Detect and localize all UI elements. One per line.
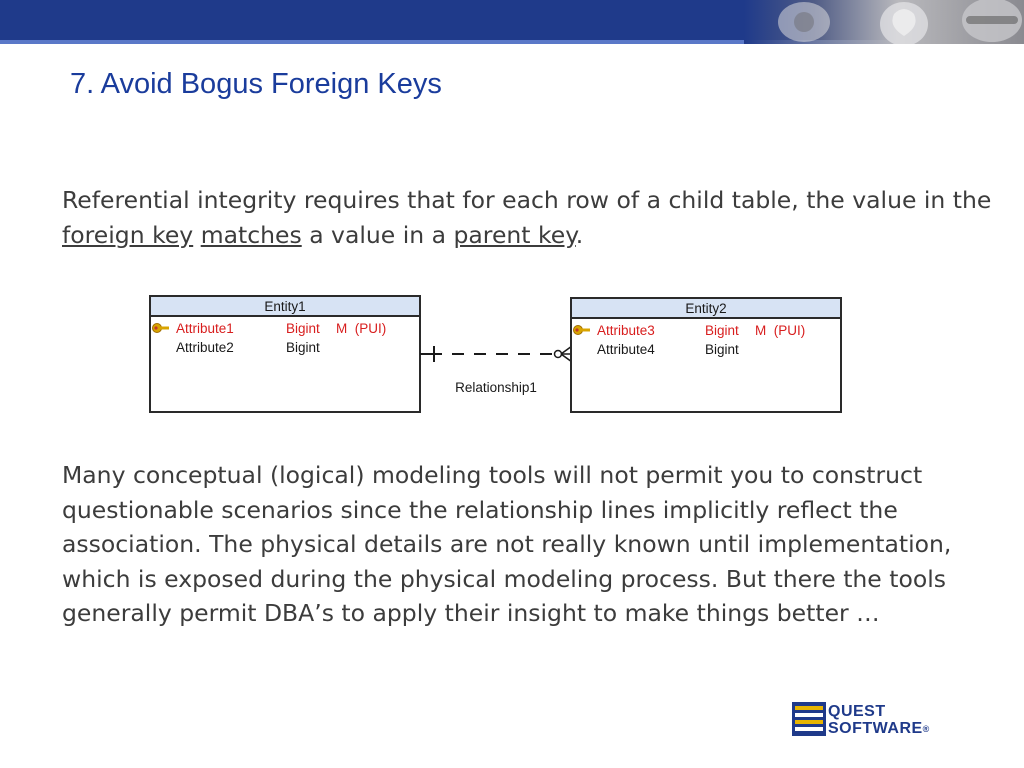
intro-text-d: . <box>575 220 584 249</box>
logo-line1: QUEST <box>828 703 886 720</box>
logo-registered-mark: ® <box>922 724 930 734</box>
quest-software-logo <box>792 700 962 740</box>
entity1-attr1-type: Bigint <box>286 321 320 336</box>
entity1-attr2: Attribute2 <box>176 340 234 355</box>
entity1-attr1-flags: M (PUI) <box>336 321 387 336</box>
er-diagram <box>148 294 848 418</box>
body-paragraph: Many conceptual (logical) modeling tools will not permit you to construct questionable scenarios since the relationship lines implicitly reflect the association. The physical details are not really known until implementation, which is exposed during the physical modeling process. But there the tools generally permit DBA’s to apply their insight to make things better … <box>62 461 952 627</box>
header-photo-image <box>744 0 1024 44</box>
intro-text-c: a value in a <box>301 220 454 249</box>
entity2-attr4: Attribute4 <box>597 342 655 357</box>
entity2-attr3-type: Bigint <box>705 323 739 338</box>
slide-title: 7. Avoid Bogus Foreign Keys <box>70 68 442 100</box>
entity2-attr4-type: Bigint <box>705 342 739 357</box>
entity2-box <box>571 298 841 412</box>
parent-key-link[interactable]: parent key <box>453 220 576 249</box>
entity2-attr3-flags: M (PUI) <box>755 323 806 338</box>
logo-line2 <box>828 721 930 737</box>
header-photo <box>744 0 1024 44</box>
intro-text-b <box>193 221 200 249</box>
relationship-label: Relationship1 <box>455 380 537 395</box>
logo-line2-text: SOFTWARE <box>828 720 923 737</box>
entity1-name: Entity1 <box>264 299 306 314</box>
intro-paragraph <box>62 183 992 252</box>
matches-link[interactable]: matches <box>200 220 302 249</box>
intro-text-a: Referential integrity requires that for each row of a child table, the value in the <box>62 186 992 214</box>
entity2-attr3: Attribute3 <box>597 323 655 338</box>
relationship-line <box>420 346 572 362</box>
quest-logo-icon <box>792 702 826 736</box>
entity1-attr1: Attribute1 <box>176 321 234 336</box>
entity1-attr2-type: Bigint <box>286 340 320 355</box>
entity1-box <box>150 296 420 412</box>
entity2-name: Entity2 <box>685 301 727 316</box>
foreign-key-link[interactable]: foreign key <box>62 220 194 249</box>
